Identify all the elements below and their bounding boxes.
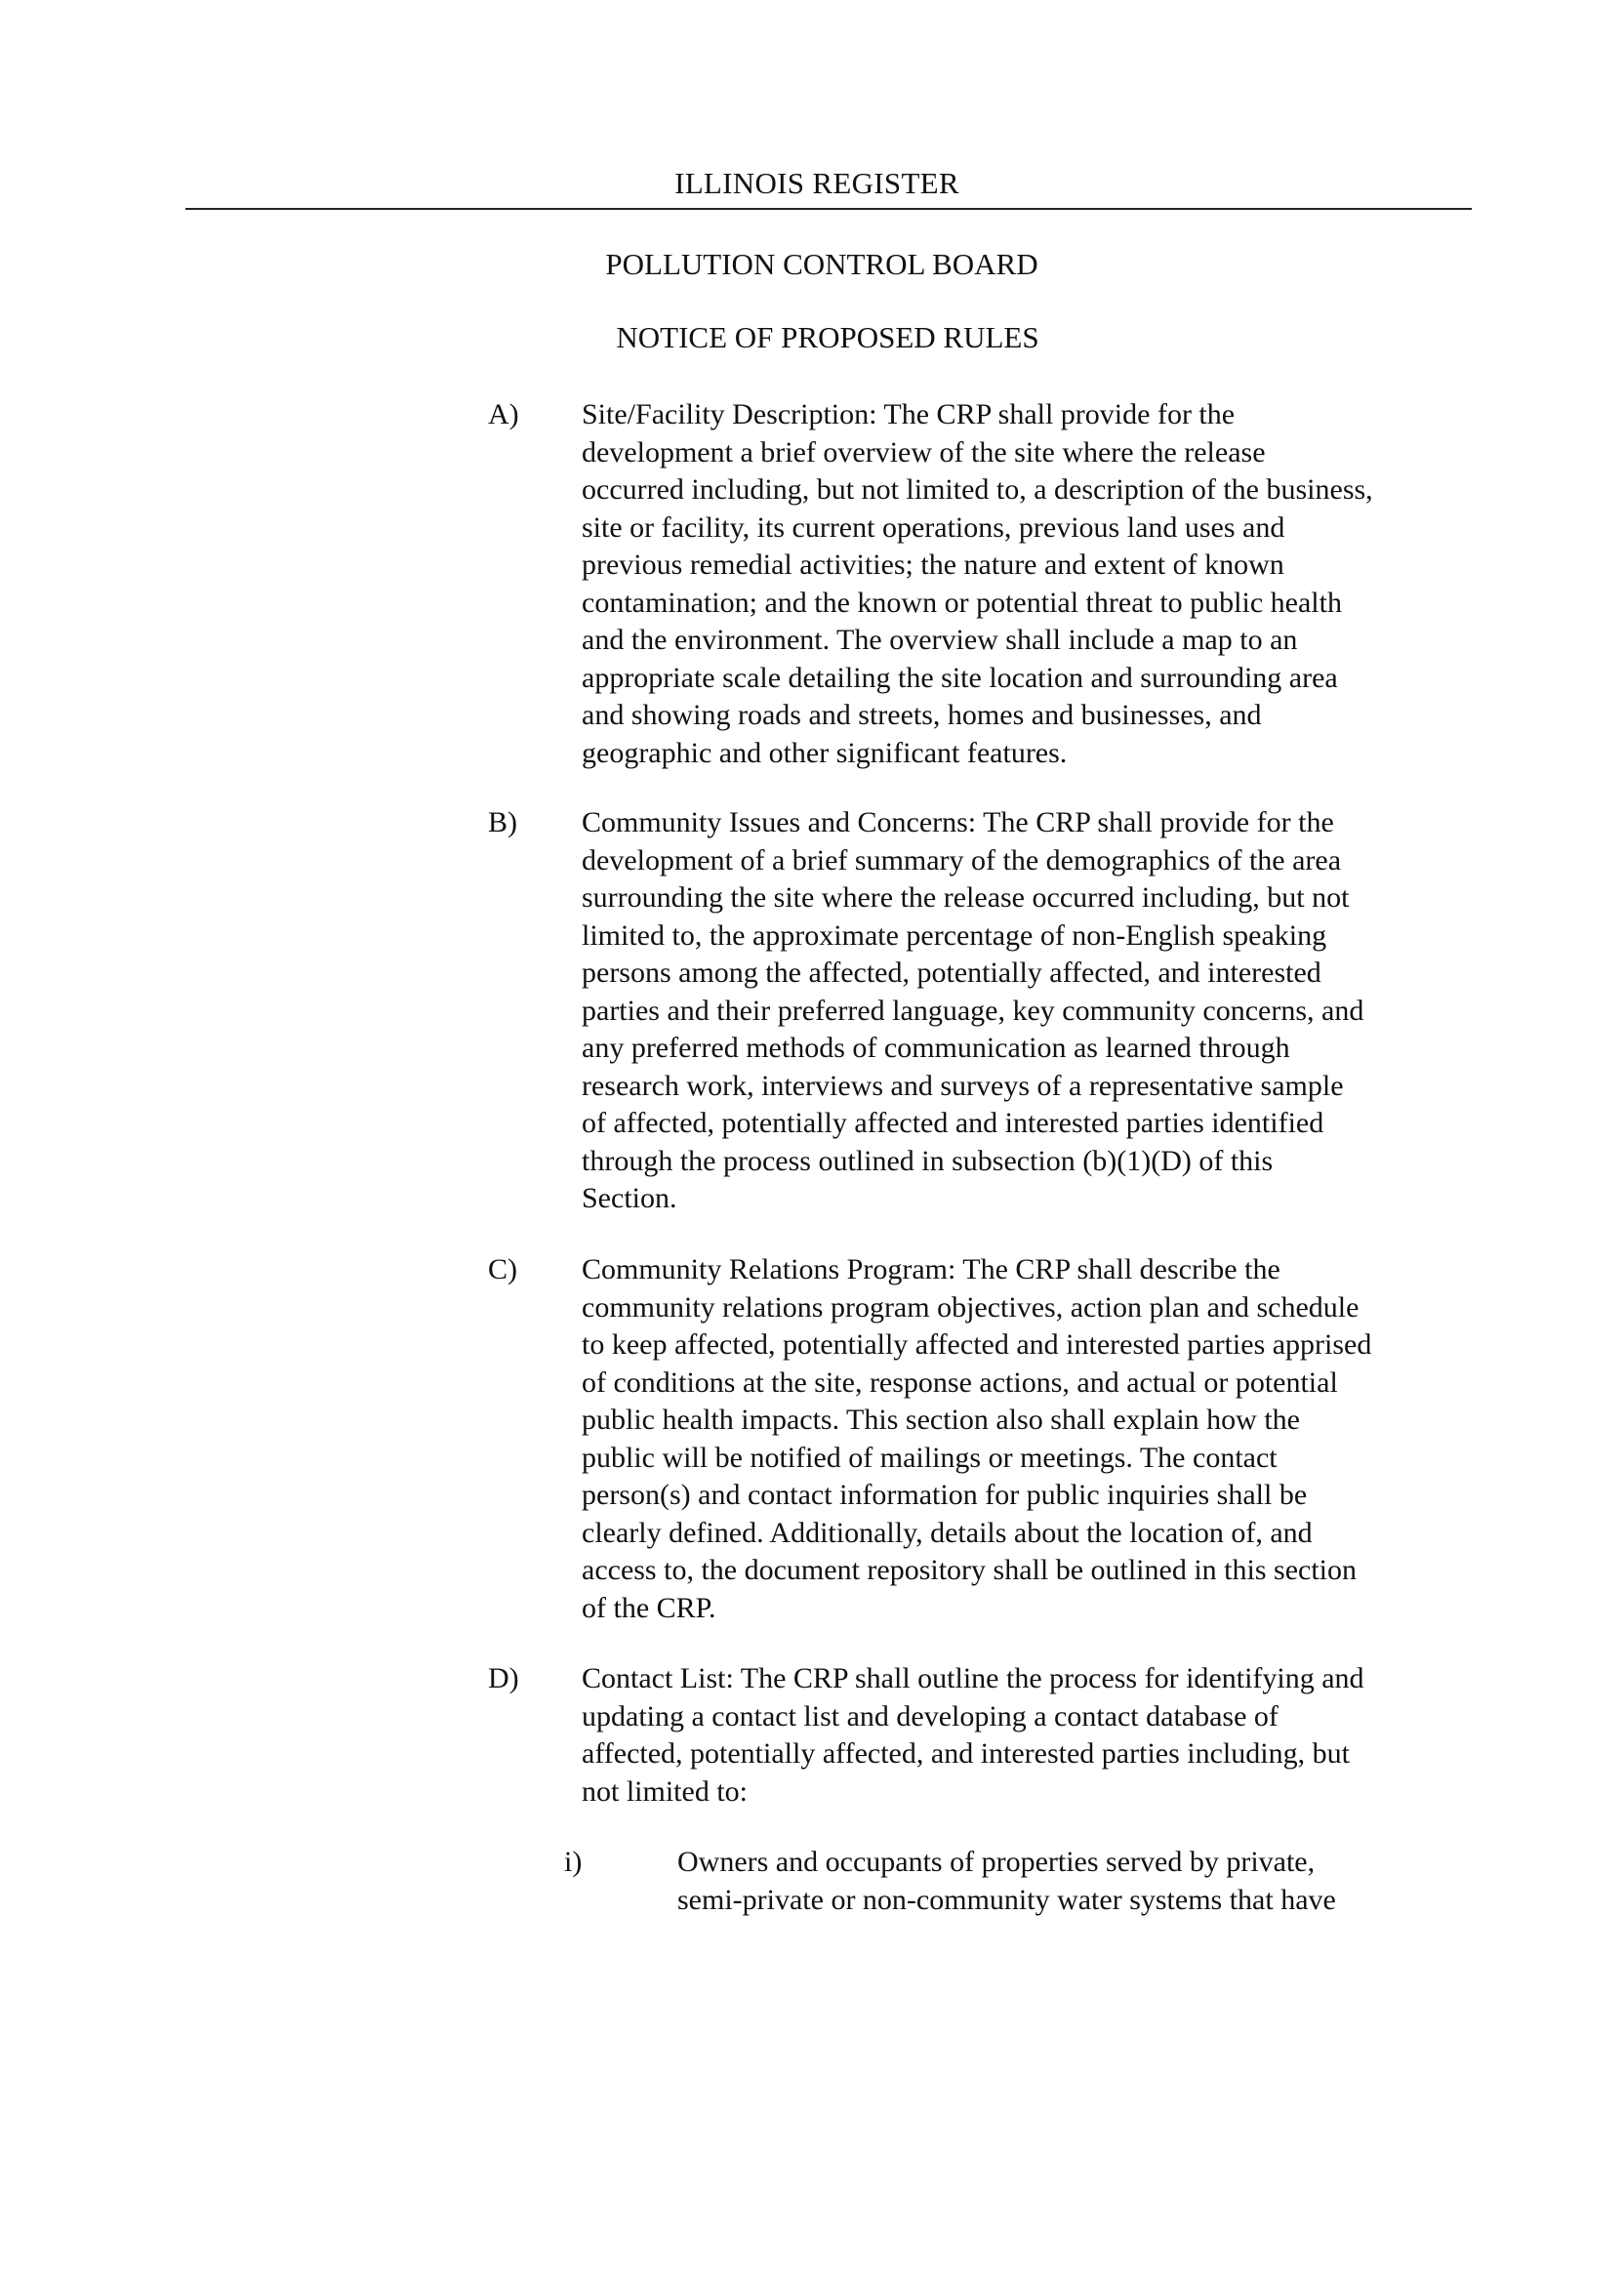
text-line: to keep affected, potentially affected and interested parties apprised bbox=[582, 1328, 1372, 1361]
text-line: of affected, potentially affected and interested parties identified bbox=[582, 1107, 1324, 1139]
text-line: Section. bbox=[582, 1182, 677, 1214]
text-line: contamination; and the known or potential threat to public health bbox=[582, 586, 1342, 619]
text-line: person(s) and contact information for public inquiries shall be bbox=[582, 1479, 1308, 1511]
text-line: occurred including, but not limited to, a description of the business, bbox=[582, 473, 1373, 506]
text-line: community relations program objectives, action plan and schedule bbox=[582, 1290, 1360, 1324]
list-item-marker: B) bbox=[488, 806, 517, 838]
text-line: development a brief overview of the site where the release bbox=[582, 435, 1266, 469]
list-item-text bbox=[582, 396, 1480, 772]
text-line: clearly defined. Additionally, details about the location of, and bbox=[582, 1516, 1313, 1549]
text-line: of the CRP. bbox=[582, 1591, 716, 1624]
list-item-text bbox=[582, 1251, 1480, 1627]
notice-title: NOTICE OF PROPOSED RULES bbox=[616, 320, 1039, 354]
text-line: Site/Facility Description: The CRP shall provide for the bbox=[582, 398, 1236, 430]
text-line: research work, interviews and surveys of a representative sample bbox=[582, 1069, 1344, 1102]
text-line: and showing roads and streets, homes and businesses, and bbox=[582, 699, 1262, 731]
text-line: updating a contact list and developing a contact database of bbox=[582, 1699, 1279, 1732]
text-line: semi-private or non-community water systems that have bbox=[677, 1883, 1336, 1916]
text-line: and the environment. The overview shall include a map to an bbox=[582, 624, 1298, 656]
agency-title: POLLUTION CONTROL BOARD bbox=[605, 247, 1038, 281]
text-line: site or facility, its current operations, previous land uses and bbox=[582, 510, 1285, 544]
text-line: Contact List: The CRP shall outline the process for identifying and bbox=[582, 1662, 1364, 1694]
header-rule bbox=[185, 208, 1472, 210]
text-line: Community Relations Program: The CRP shall describe the bbox=[582, 1253, 1280, 1285]
list-item-text bbox=[582, 1660, 1480, 1811]
text-line: affected, potentially affected, and interested parties including, but bbox=[582, 1737, 1350, 1770]
text-line: appropriate scale detailing the site location and surrounding area bbox=[582, 661, 1338, 694]
text-line: of conditions at the site, response actions, and actual or potential bbox=[582, 1365, 1338, 1399]
sub-list-item-marker: i) bbox=[564, 1846, 583, 1878]
sub-list-item-text bbox=[677, 1844, 1478, 1919]
text-line: parties and their preferred language, key community concerns, and bbox=[582, 994, 1364, 1027]
text-line: Owners and occupants of properties served by private, bbox=[677, 1846, 1316, 1878]
text-line: surrounding the site where the release occurred including, but not bbox=[582, 881, 1350, 914]
text-line: limited to, the approximate percentage of non-English speaking bbox=[582, 918, 1327, 952]
text-line: access to, the document repository shall be outlined in this section bbox=[582, 1554, 1357, 1586]
text-line: development of a brief summary of the demographics of the area bbox=[582, 843, 1342, 876]
text-line: not limited to: bbox=[582, 1774, 748, 1808]
register-header-title: ILLINOIS REGISTER bbox=[674, 166, 959, 200]
list-item-marker: A) bbox=[488, 398, 519, 430]
text-line: geographic and other significant features. bbox=[582, 736, 1068, 769]
text-line: through the process outlined in subsection (b)(1)(D) of this bbox=[582, 1144, 1274, 1177]
text-line: any preferred methods of communication as learned through bbox=[582, 1032, 1290, 1064]
text-line: previous remedial activities; the nature and extent of known bbox=[582, 549, 1284, 581]
text-line: public health impacts. This section also shall explain how the bbox=[582, 1404, 1300, 1436]
list-item-marker: D) bbox=[488, 1662, 519, 1694]
list-item-text bbox=[582, 804, 1480, 1218]
text-line: persons among the affected, potentially affected, and interested bbox=[582, 957, 1321, 989]
text-line: Community Issues and Concerns: The CRP shall provide for the bbox=[582, 806, 1334, 838]
text-line: public will be notified of mailings or meetings. The contact bbox=[582, 1441, 1278, 1474]
list-item-marker: C) bbox=[488, 1253, 517, 1285]
